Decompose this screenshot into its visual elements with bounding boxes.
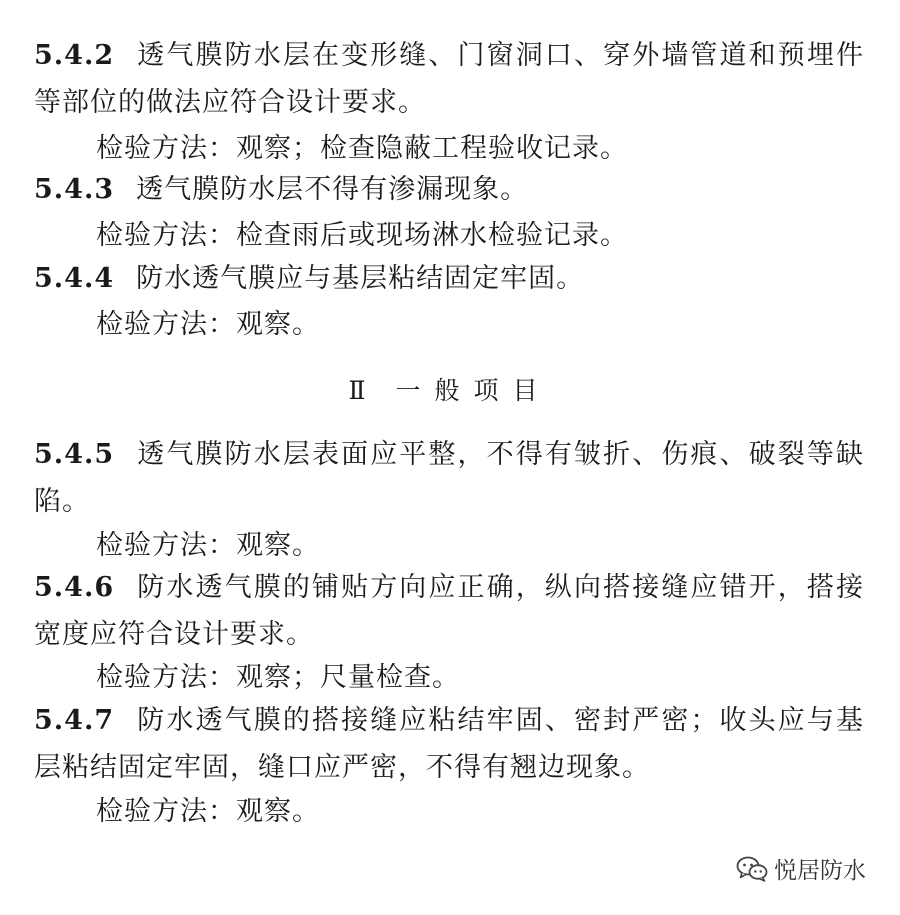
clause-5-4-3 xyxy=(34,166,864,213)
clause-number: 5.4.2 xyxy=(34,40,115,71)
clause-text: 防水透气膜的搭接缝应粘结牢固、密封严密；收头应与基层粘结固定牢固，缝口应严密，不得有翘边现象。 xyxy=(34,705,864,783)
clause-text: 防水透气膜的铺贴方向应正确，纵向搭接缝应错开，搭接宽度应符合设计要求。 xyxy=(34,572,864,650)
watermark xyxy=(736,852,866,885)
clause-number: 5.4.5 xyxy=(34,439,115,470)
inspection-method-5-4-6: 检验方法：观察；尺量检查。 xyxy=(96,662,460,693)
clause-5-4-5 xyxy=(34,431,864,525)
clause-5-4-2 xyxy=(34,32,864,126)
clause-text: 透气膜防水层表面应平整，不得有皱折、伤痕、破裂等缺陷。 xyxy=(34,439,864,517)
clause-5-4-7 xyxy=(34,697,864,791)
section-roman-numeral: Ⅱ xyxy=(348,376,380,405)
clause-number: 5.4.7 xyxy=(34,705,115,736)
clause-5-4-6 xyxy=(34,564,864,658)
inspection-method-5-4-7: 检验方法：观察。 xyxy=(96,796,320,827)
inspection-method-5-4-4: 检验方法：观察。 xyxy=(96,309,320,340)
clause-number: 5.4.6 xyxy=(34,572,115,603)
wechat-icon xyxy=(736,856,768,882)
clause-number: 5.4.3 xyxy=(34,174,115,205)
inspection-method-5-4-5: 检验方法：观察。 xyxy=(96,530,320,561)
clause-5-4-4 xyxy=(34,255,864,302)
clause-number: 5.4.4 xyxy=(34,263,115,294)
inspection-method-5-4-2: 检验方法：观察；检查隐蔽工程验收记录。 xyxy=(96,133,628,164)
clause-text: 防水透气膜应与基层粘结固定牢固。 xyxy=(136,263,585,294)
clause-text: 透气膜防水层不得有渗漏现象。 xyxy=(136,174,529,205)
watermark-text: 悦居防水 xyxy=(774,858,866,884)
section-heading xyxy=(0,367,900,414)
section-title: 一般项目 xyxy=(395,376,552,405)
clause-text: 透气膜防水层在变形缝、门窗洞口、穿外墙管道和预埋件等部位的做法应符合设计要求。 xyxy=(34,40,864,118)
inspection-method-5-4-3: 检验方法：检查雨后或现场淋水检验记录。 xyxy=(96,220,628,251)
